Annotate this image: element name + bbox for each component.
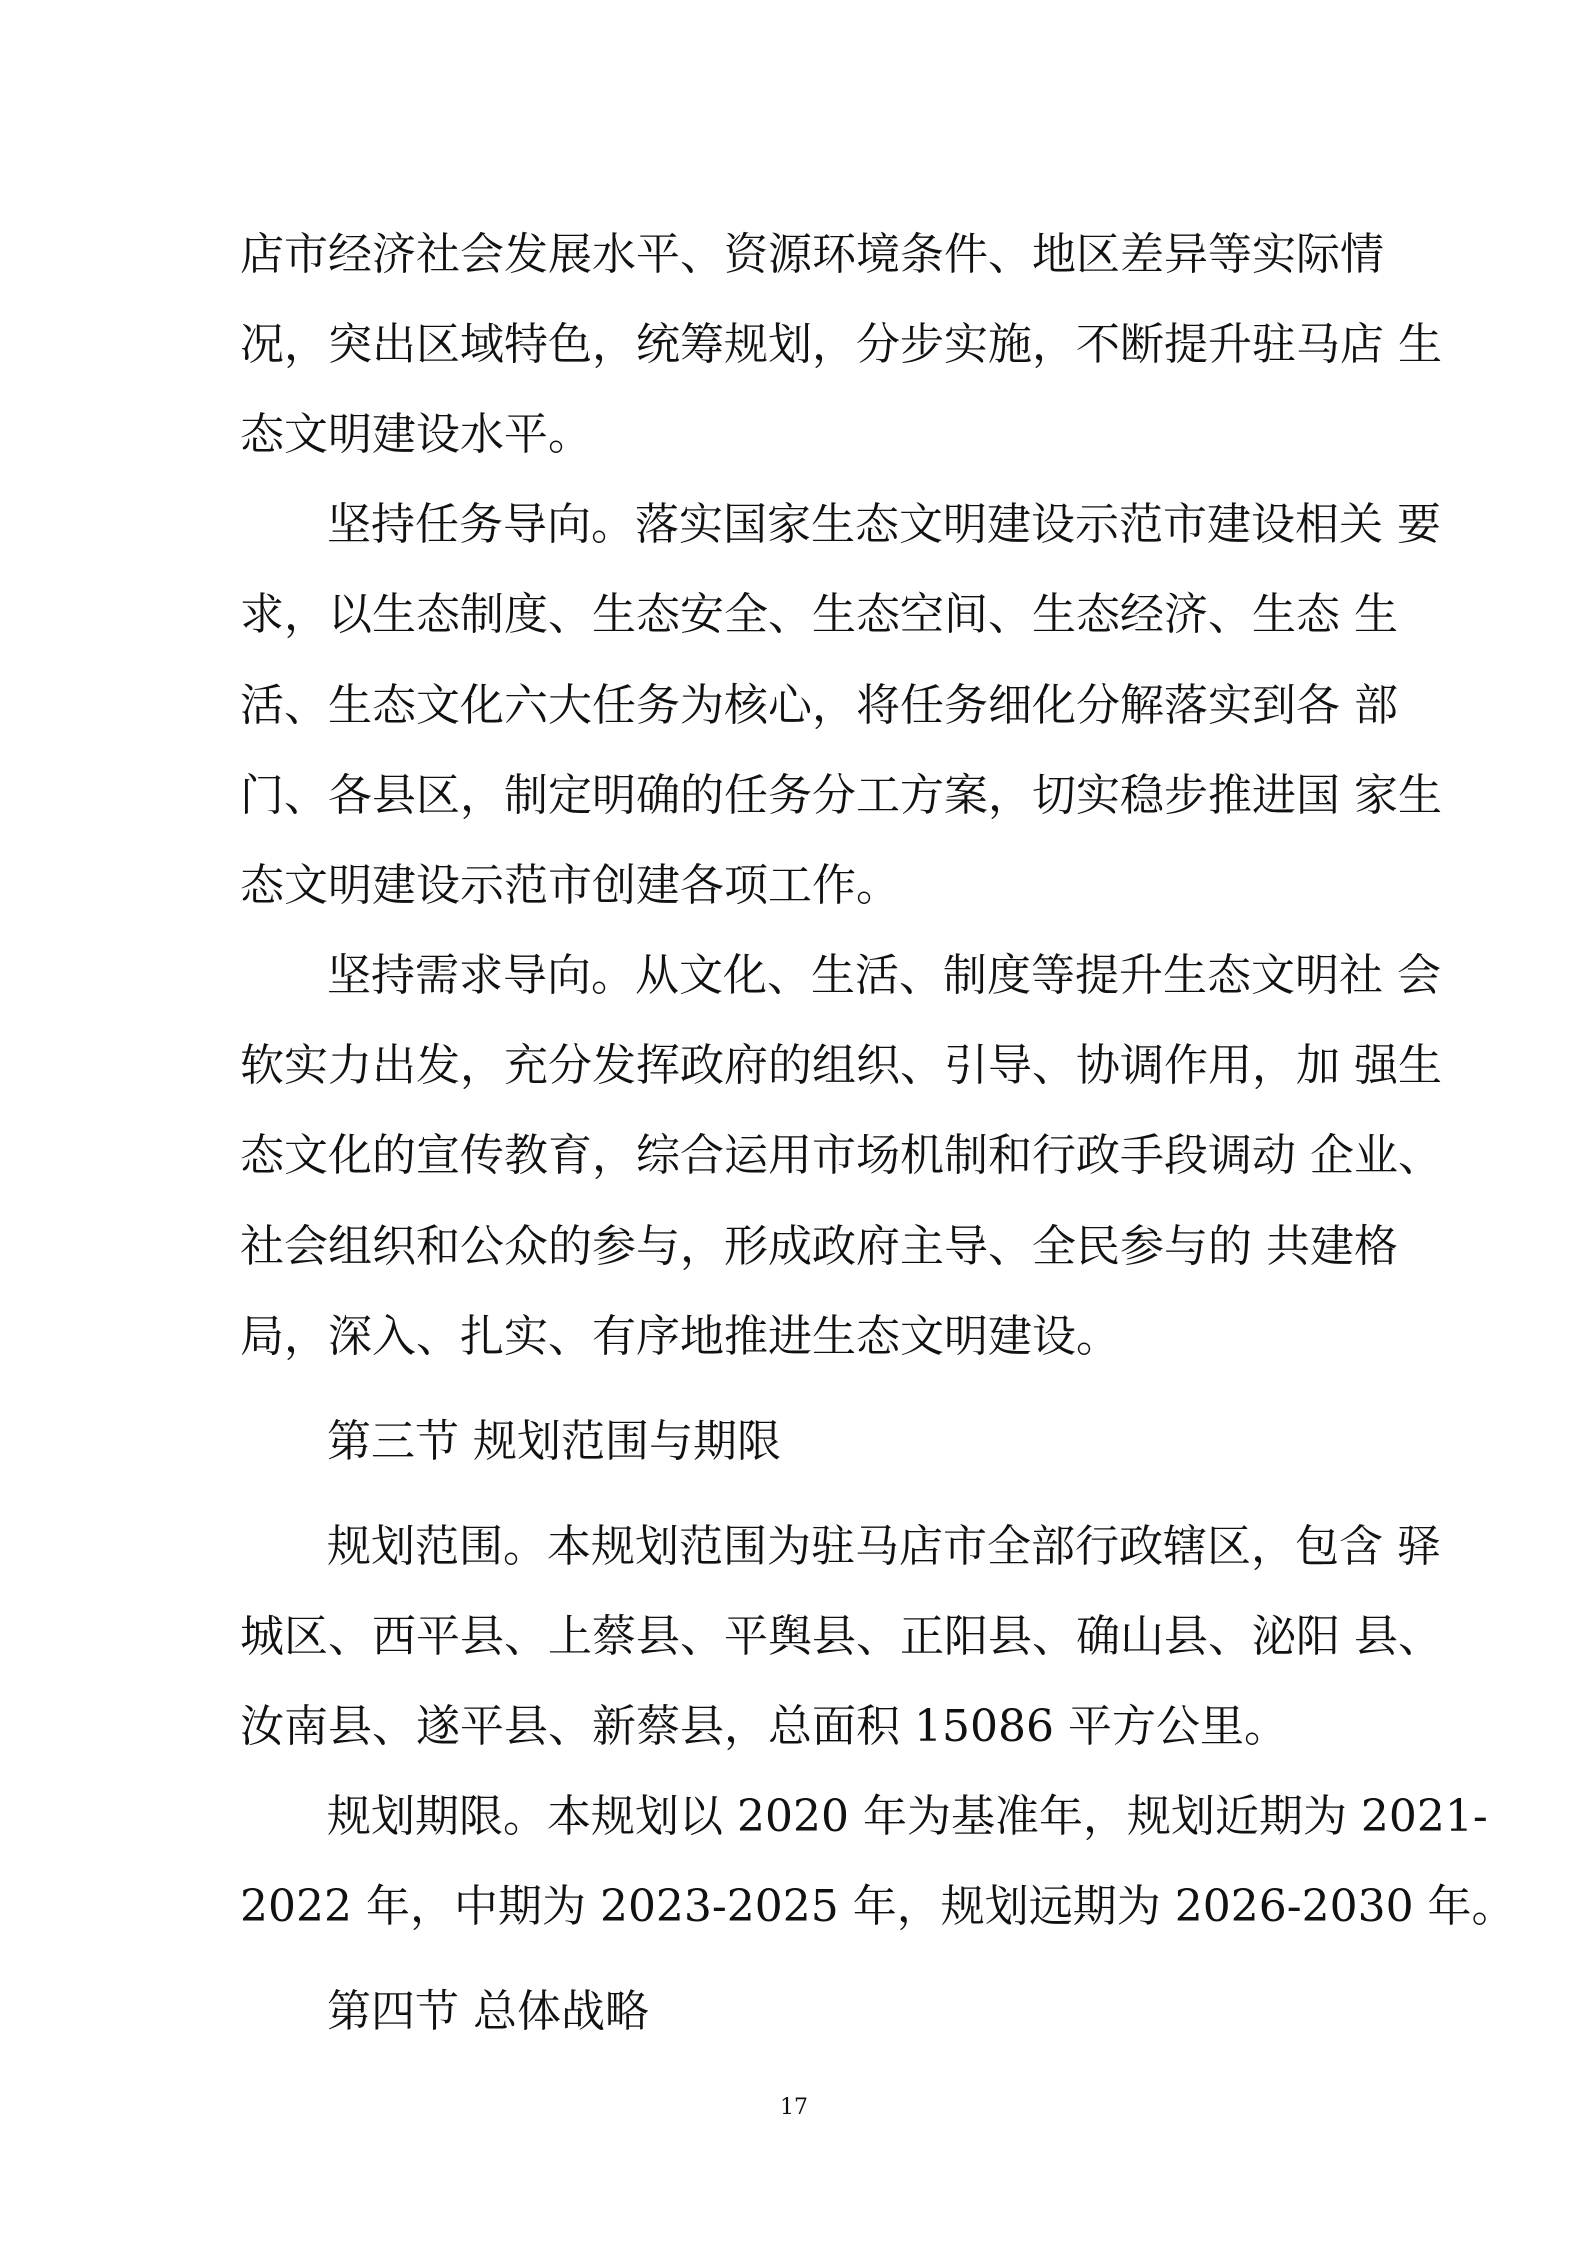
paragraph-2-line-5: 态文明建设示范市创建各项工作。	[240, 860, 900, 911]
paragraph-2-line-4: 门、各县区，制定明确的任务分工方案，切实稳步推进国 家生	[240, 770, 1442, 821]
paragraph-4-line-3: 汝南县、遂平县、新蔡县，总面积 15086 平方公里。	[240, 1701, 1288, 1752]
page-number: 17	[780, 2095, 808, 2120]
paragraph-1-line-2: 况，突出区域特色，统筹规划，分步实施，不断提升驻马店 生	[240, 319, 1442, 370]
section-heading-4: 第四节 总体战略	[327, 1986, 649, 2037]
paragraph-4-line-2: 城区、西平县、上蔡县、平舆县、正阳县、确山县、泌阳 县、	[240, 1611, 1442, 1662]
section-heading-3: 第三节 规划范围与期限	[327, 1416, 781, 1467]
paragraph-5-line-1: 规划期限。本规划以 2020 年为基准年，规划近期为 2021-	[327, 1791, 1488, 1842]
paragraph-3-line-2: 软实力出发，充分发挥政府的组织、引导、协调作用，加 强生	[240, 1040, 1442, 1091]
paragraph-3-line-1: 坚持需求导向。从文化、生活、制度等提升生态文明社 会	[327, 950, 1441, 1001]
paragraph-3-line-3: 态文化的宣传教育，综合运用市场机制和行政手段调动 企业、	[240, 1130, 1442, 1181]
paragraph-4-line-1: 规划范围。本规划范围为驻马店市全部行政辖区，包含 驿	[327, 1521, 1441, 1572]
paragraph-1-line-1: 店市经济社会发展水平、资源环境条件、地区差异等实际情	[240, 229, 1384, 280]
paragraph-3-line-5: 局，深入、扎实、有序地推进生态文明建设。	[240, 1311, 1120, 1362]
paragraph-2-line-3: 活、生态文化六大任务为核心，将任务细化分解落实到各 部	[240, 680, 1398, 731]
paragraph-3-line-4: 社会组织和公众的参与，形成政府主导、全民参与的 共建格	[240, 1221, 1398, 1272]
paragraph-5-line-2: 2022 年，中期为 2023-2025 年，规划远期为 2026-2030 年。	[240, 1881, 1516, 1932]
paragraph-1-line-3: 态文明建设水平。	[240, 409, 592, 460]
paragraph-2-line-1: 坚持任务导向。落实国家生态文明建设示范市建设相关 要	[327, 499, 1441, 550]
paragraph-2-line-2: 求，以生态制度、生态安全、生态空间、生态经济、生态 生	[240, 589, 1398, 640]
